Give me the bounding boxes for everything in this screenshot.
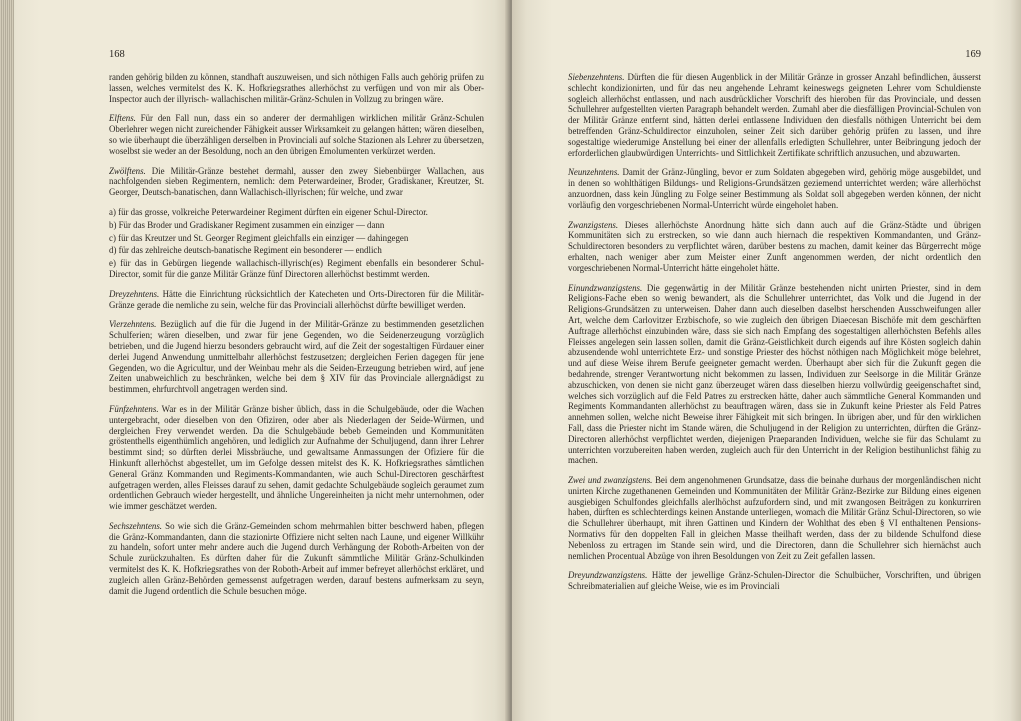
paragraph: [568, 72, 981, 158]
paragraph: [109, 289, 484, 311]
paragraph-text: c) für das Kreutzer und St. Georger Regiment gleichfalls ein einziger — dahingegen: [109, 232, 409, 243]
paragraph-text: e) für das in Gebürgen liegende wallachisch-illyrisch(es) Regiment ebenfalls ein besonderer Schul-Director, somit für die ganze Militär Gränze fünf Directoren allerhöchst bestimmt werden.: [109, 258, 484, 279]
paragraph: [568, 475, 981, 561]
paragraph: [109, 319, 484, 395]
paragraph-text: Bezüglich auf die für die Jugend in der Militär-Gränze zu bestimmenden gesetzlichen Schulferien; wären dieselben, und zwar für jene Gegenden, wo die Seidenerzeugung vorzüglich betrieben, und die Jugend hierzu besonders gebraucht wird, auf die Zeit der sogestaltigen Fürdauer einer derlei Jugend Anwendung unmittelbahr allerhöchst festzusetzen; dergleichen Ferien dagegen für jene Gegenden, wo die Agricultur, und der Weinbau mehr als die Seiden-Erzeugung betrieben wird, auf jene Zeiten unabweichlich zu beschränken, welche bei dem § XIV für das Provinciale allergnädigst zu bestimmen, ehrfurchtvoll angetragen werden sind.: [109, 319, 484, 395]
paragraph-text: a) für das grosse, volkreiche Peterwardeiner Regiment dürften ein eigener Schul-Director.: [109, 206, 428, 217]
section-heading: Elftens.: [109, 113, 136, 124]
paragraph: [109, 233, 484, 244]
left-page-text: [109, 72, 484, 596]
page-number-right: 169: [965, 49, 981, 60]
paragraph-text: Für den Fall nun, dass ein so anderer der dermahligen wirklichen militär Gränz-Schulen Oberlehrer wegen nicht zureichender Fähigkeit ausser Wirksamkeit zu gelangen hätten; wären dieselben, so wie überhaupt die überzähligen derselben in Provinciali auf solche Stazionen als Lehrer zu übersetzen, woselbst sie weder an der Besoldung, noch an den übrigen Emolumenten verkürzet werden.: [109, 113, 484, 156]
paragraph-text: Die Militär-Gränze bestehet dermahl, ausser den zwey Siebenbürger Wallachen, aus nachfolgenden sieben Regimentern, nemlich: dem Peterwardeiner, Broder, Gradiskaner, Kreutzer, St. Georger, Deutsch-banatischen, dann Wallachisch-illyrischen; für welche, und zwar: [109, 165, 484, 198]
section-heading: Siebenzehntens.: [568, 72, 625, 82]
paragraph-text: Hätte die Einrichtung rücksichtlich der Katecheten und Orts-Directoren für die Militär-Gränze gerade die nemliche zu sein, welche für das Provinciali allerhöchst dürfte bewilliget werden.: [109, 288, 484, 310]
paragraph: [109, 207, 484, 218]
paragraph-text: d) für das zehlreiche deutsch-banatische Regiment ein besonderer — endlich: [109, 245, 382, 256]
section-heading: Zwanzigstens.: [568, 219, 619, 230]
paragraph-text: Hätte der jewellige Gränz-Schulen-Director die Schulbücher, Vorschriften, und übrigen Schreibmaterialien auf gleiche Weise, wie es im Provinciali: [568, 570, 981, 592]
paragraph-text: Bei dem angenohmenen Grundsatze, dass die beinahe durhaus der morgenländischen nicht unirten Kirche zugethanenen Gemeinden und Kommunitäten der Militär Gränz-Bezirke zur Bildung eines eigenen ausgiebigen Schulfondes gleichfalls alerlhöchst aufzufordern sind, und mit zwangosen Beiträgen zu konkurriren haben, dürften es schlechterdings keinen Anstande unterliegen, womach die Militär Gränz Schul-Directoren, so wie die Schullehrer überhaupt, mit ihren Gattinen und Kindern der Wohlthat des eben § VI enthaltenen Pensions-Normativs für den doppelten Fall in gleichen Masse theilhaft werden, dass der zu bildende Schulfond diese Nebenloss zu ertragen im Stande sein wird, und die Directoren, dann die Schullehrer sich hiernächst auch nemlichen Procentual Abzüge von ihren Besoldungen von Zeit zu Zeit gefallen lassen.: [568, 475, 981, 561]
section-heading: Zwölftens.: [109, 165, 146, 176]
section-heading: Dreyundzwanzigstens.: [568, 570, 648, 581]
paragraph-text: Damit der Gränz-Jüngling, bevor er zum Soldaten abgegeben wird, gehörig möge ausgebildet, und in denen so wohlthätigen Bildungs- und Religions-Grundsätzen geziemend unterrichtet werden; wäre allerhöchst anzuordnen, dass kein Jüngling zu Folge seiner Bestimmung als Soldat soll abgegeben werden können, der nicht vorläufig den vorgeschriebenen Normal-Unterricht würde eingeholet haben.: [568, 167, 981, 210]
paragraph-text: Die gegenwärtig in der Militär Gränze bestehenden nicht unirten Priester, sind in dem Religions-Fache eben so wenig bewandert, als die Schullehrer unterrichtet, das Volk und die Jugend in der Religions-Grundsätzen zu unterweisen. Daher dann auch dieselben daselbst herschenden Ausschweifungen aller Art, welche dem Carlovitzer Erzbischofe, so wie zugleich den übrigen Diaecesan Bischöfe mit dem geschärften Auftrage allerhöchst einzubinden wäre, dass sie sich nach Empfang des sogestaltigen allerhöchsten Befehls alles Fleisses angelegen sein lassen sollen, damit die Gränz-Geistlichkeit durch eigends auf ihre Kösten sogleich dahin abzusendende wohl unterrichtete Erz- und sonstige Priester des höchst nöthigen nach Möglichkeit möge belehret, und auf diese Weise ihrem Berufe geeigneter gemacht werden. Überhaupt aber sich für die Zukunft gegen die bedahrende, strenger Verantwortung nicht bekommen zu lassen, Individuen zur Seelsorge in die Militär Gränze abzuschicken, von denen sie nicht ganz überzeuget wären dass dieselben hierzu vollwürdig geeigenschaftet sind, welches sich vorzüglich auf die Feld Patres zu erstrecken hätte, daher auch sämmtliche General Kommanden und Regiments Kommandanten allerhöchst zu beauftragen wären, dass sie in Zukunft keine Priester als Feld Patres annehmen sollen, welche nicht Beweise ihrer Fähigkeit mit sich bringen. In übrigen aber, und für den wirklichen Fall, dass die Priester nicht im Stande wären, die Schuljugend in der Religion zu unterrichten, dürften die Gränz-Directoren allerhöchst verpflichtet werden, diejenigen Praeparanden Individuen, welche sie für das Schulamt zu unterrichten vorzubereiten haben werden, zugleich auch für den Unterricht in der Religion bestihunlichst fähig zu machen.: [568, 282, 981, 466]
section-heading: Vierzehntens.: [109, 319, 157, 330]
paragraph: [109, 220, 484, 231]
paragraph-text: b) Für das Broder und Gradiskaner Regiment zusammen ein einziger — dann: [109, 219, 385, 230]
paragraph: [109, 258, 484, 280]
right-page-text: [568, 72, 981, 592]
section-heading: Zwei und zwanzigstens.: [568, 475, 653, 486]
paragraph-text: Dieses allerhöchste Anordnung hätte sich dann auch auf die Gränz-Städte und übrigen Kommunitäten sich zu erstrecken, so wie dann auch hiernach die respektiven Kommandanten, und Gränz-Schuldirectoren besonders zu verpflichtet wären, darüber bestens zu machen, damit keiner das Bürgerrecht möge erhalten, nach weniger aber zum Meister einer Zunft angenommen werden, der nicht ordentlich den vorgeschriebenen Normal-Unterricht hätte eingeholet hätte.: [568, 219, 981, 273]
paragraph-text: War es in der Militär Gränze bisher üblich, dass in die Schulgebäude, oder die Wachen untergebracht, oder dieselben von den Ofiziren, oder aber als Niederlagen der Seide-Würmen, und dergleichen Frey verwendet werden. Da die Schulgebäude bebeb Gemeinden und Kommunitäten gröstenthells eigenthümlich angehören, und lediglich zur Aufnahme der Schuljugend, dann ihrer Lehrer bestimmt sind; so dürften derlei Missbräuche, und gewaltsame Anmassungen der Ofiziere für die Hinkunft allerhöchst abgestellet, um im Gefolge dessen mitelst des K. K. Hofkriegsrathes sämtlichen General Gränz Kommanden und Regiments-Kommandanten, wie auch Schul-Directoren geschärftest aufgetragen werden, alles Fleisses darauf zu sehen, damit gedachte Schulgebäude sogleich geraumet zum ordentlichen Gebrauch wieder hergestellt, und ähnliche Ungereinheiten ja nicht mehr unternohmen, oder wie immer geschätzet werden.: [109, 403, 484, 512]
paragraph: [568, 220, 981, 274]
section-heading: Neunzehntens.: [568, 167, 620, 178]
paragraph: [109, 72, 484, 104]
paragraph: [568, 167, 981, 210]
section-heading: Dreyzehntens.: [109, 288, 160, 299]
paragraph: [109, 166, 484, 198]
paragraph: [109, 245, 484, 256]
paragraph-text: So wie sich die Gränz-Gemeinden schom mehrmahlen bitter beschwerd haben, pflegen die Gränz-Kommandanten, dann die stazionirte Offiziere nicht selten nach Laune, und eigener Willkühr zu handeln, sofort unter mehr andere auch die Jugend durch Verhängung der Roboth-Arbeiten von der Schule zurückzuhalten. Es dürften daher für die Zukunft sämmtliche Militär Gränz-Schulkinden vermitelst des K. K. Hofkriegsrathes von der Roboth-Arbeit auf immer befreyet allerhöchst erkläret, und zugleich allen Gränz-Behörden gemessenst aufgetragen werden, darauf bestens aufmerksam zu seyn, damit die Jugend ordentlich die Schule besuchen möge.: [109, 520, 484, 596]
section-heading: Einundzwanzigstens.: [568, 282, 643, 293]
section-heading: Fünfzehntens.: [109, 403, 159, 414]
paragraph: [568, 570, 981, 592]
paragraph: [568, 283, 981, 467]
page-number-left: 168: [109, 49, 125, 60]
paragraph: [109, 113, 484, 156]
paragraph-text: randen gehörig bilden zu können, standhaft auszuweisen, und sich nöthigen Falls auch gehörig prüfen zu lassen, welches vermitelst des K. K. Hofkriegsrathes allerhöchst zu verfügen und von mir als Ober-Inspector auch der illyrisch- wallachischen militär-Gränz-Schulen in Vollzug zu bringen wäre.: [109, 72, 484, 104]
page-edges: [0, 0, 14, 721]
left-page: [0, 0, 510, 721]
right-page: [512, 0, 1021, 721]
section-heading: Sechszehntens.: [109, 520, 162, 531]
paragraph: [109, 404, 484, 512]
paragraph: [109, 521, 484, 597]
paragraph-text: Dürften die für diesen Augenblick in der Militär Gränze in grosser Anzahl befindlichen, äusserst schlecht kondizionirten, und für das neu angehende Lehramt keineswegs geigneten Lehrer vom Schuldienste sogleich allerhöchst entlassen, und nach ausdrücklicher Vorschrift des hieroben für das Provinciale, und dessen Schullehrer aufgestellten vierten Paragraph behandelt werden. Zumahl aber die diesfälligen Provincial-Schulen von der Militär Gränze entfernt sind, hätten derlei entlassene Individuen den diesfalls nöthigen Unterricht bei dem betreffenden Gränz-Schuldirector einzuholen, seiner Zeit sich darüber gehörig prüfen zu lassen, und ihre sogestaltige wiederumige Anstellung bei einer der allenfalls erledigten Schullehrer, unter Beibringung jedoch der erforderlichen glaubwürdigen Unterrichts- und Sittlichkeit Zertifikate schriftlich anzusuchen, und abzuwarten.: [568, 72, 981, 158]
